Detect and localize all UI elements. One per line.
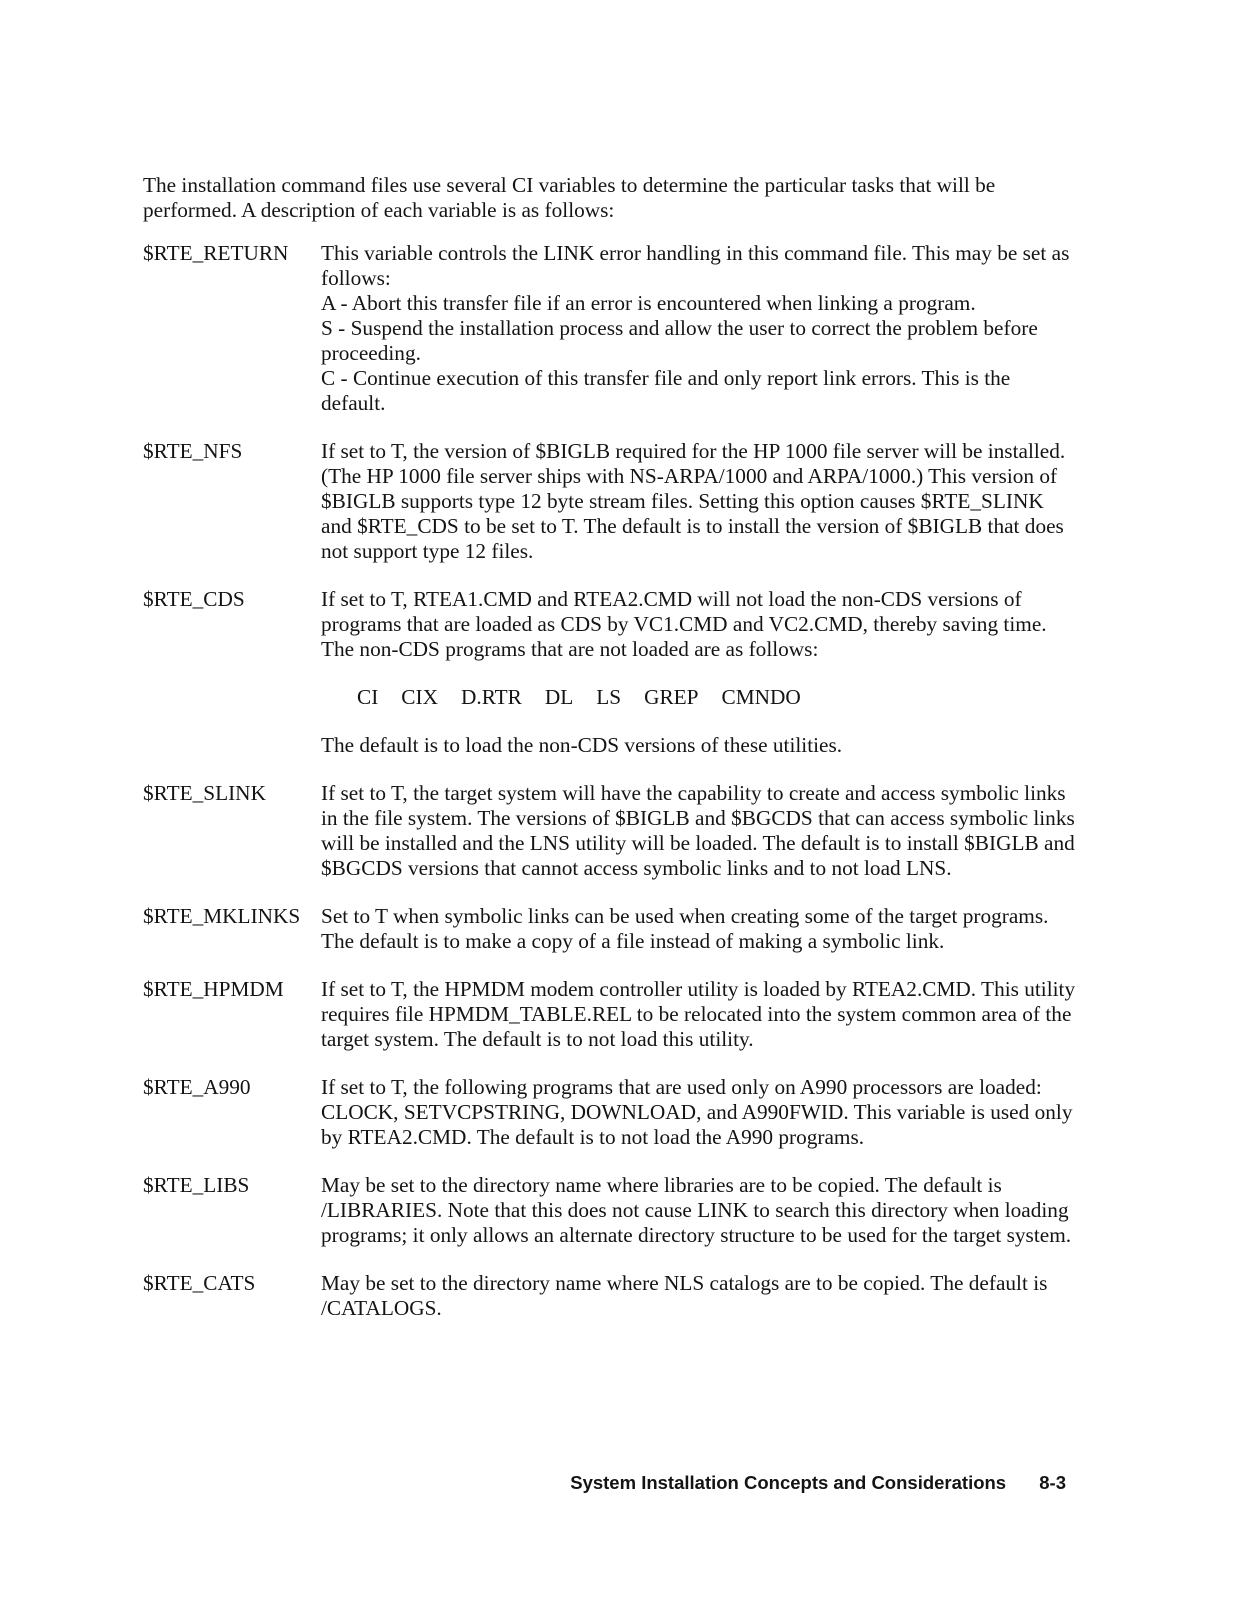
variable-default-note: The default is to load the non-CDS versions of these utilities. (321, 733, 843, 757)
variable-description: If set to T, RTEA1.CMD and RTEA2.CMD will not load the non-CDS versions of programs that are loaded as CDS by VC1.CMD and VC2.CMD, thereby saving time. The non-CDS programs that are not loaded are as follows: (321, 587, 1047, 661)
variable-entry-rte-cds (143, 587, 1078, 758)
variable-description: If set to T, the following programs that are used only on A990 processors are loaded: CLOCK, SETVCPSTRING, DOWNLOAD, and A990FWID. This variable is used only by RTEA2.CMD. The default is to not load the A990 programs. (321, 1075, 1073, 1149)
utility-item: GREP (644, 685, 699, 709)
page-footer (570, 1472, 1066, 1494)
variable-name: $RTE_SLINK (143, 781, 266, 805)
variable-entry-rte-hpmdm (143, 977, 1078, 1052)
variable-description: If set to T, the HPMDM modem controller utility is loaded by RTEA2.CMD. This utility requires file HPMDM_TABLE.REL to be relocated into the system common area of the target system. The default is to not load this utility. (321, 977, 1076, 1051)
utility-item: DL (544, 685, 574, 709)
variable-entry-rte-a990 (143, 1075, 1078, 1150)
variable-description: May be set to the directory name where libraries are to be copied. The default is /LIBRARIES. Note that this does not cause LINK to search this directory when loading programs; it only allows an alternate directory structure to be used for the target system. (321, 1173, 1072, 1247)
option-continue: C - Continue execution of this transfer file and only report link errors. This is the default. (321, 366, 1011, 415)
utility-list (357, 685, 1078, 710)
variable-entry-rte-cats (143, 1271, 1078, 1321)
intro-paragraph: The installation command files use several CI variables to determine the particular tasks that will be performed. A description of each variable is as follows: (143, 173, 996, 222)
variable-name: $RTE_MKLINKS (143, 904, 301, 928)
variable-entry-rte-nfs (143, 439, 1078, 564)
variable-name: $RTE_NFS (143, 439, 243, 463)
variable-name: $RTE_HPMDM (143, 977, 284, 1001)
variable-entry-rte-return (143, 241, 1078, 416)
utility-item: D.RTR (460, 685, 522, 709)
variable-name: $RTE_A990 (143, 1075, 251, 1099)
utility-item: LS (596, 685, 622, 709)
variable-entry-rte-mklinks (143, 904, 1078, 954)
page-number: 8-3 (1039, 1472, 1066, 1493)
variable-description: This variable controls the LINK error handling in this command file. This may be set as follows: (321, 241, 1070, 290)
variable-description: If set to T, the target system will have the capability to create and access symbolic links in the file system. The versions of $BIGLB and $BGCDS that can access symbolic links will be installed and the LNS utility will be loaded. The default is to install $BIGLB and $BGCDS versions that cannot access symbolic links and to not load LNS. (321, 781, 1075, 880)
variable-name: $RTE_LIBS (143, 1173, 250, 1197)
variable-entry-rte-slink (143, 781, 1078, 881)
variable-name: $RTE_RETURN (143, 241, 289, 265)
utility-item: CIX (401, 685, 438, 709)
variable-description: If set to T, the version of $BIGLB required for the HP 1000 file server will be installed. (The HP 1000 file server ships with NS-ARPA/1000 and ARPA/1000.) This version of $BIGLB supports type 12 byte stream files. Setting this option causes $RTE_SLINK and $RTE_CDS to be set to T. The default is to install the version of $BIGLB that does not support type 12 files. (321, 439, 1066, 563)
footer-chapter-title: System Installation Concepts and Considerations (570, 1472, 1007, 1493)
variable-description: Set to T when symbolic links can be used when creating some of the target programs. The default is to make a copy of a file instead of making a symbolic link. (321, 904, 1049, 953)
variable-entry-rte-libs (143, 1173, 1078, 1248)
variable-name: $RTE_CDS (143, 587, 245, 611)
document-body (143, 173, 1078, 1344)
option-abort: A - Abort this transfer file if an error is encountered when linking a program. (321, 291, 976, 315)
variable-name: $RTE_CATS (143, 1271, 256, 1295)
option-suspend: S - Suspend the installation process and allow the user to correct the problem before proceeding. (321, 316, 1038, 365)
variable-description: May be set to the directory name where NLS catalogs are to be copied. The default is /CATALOGS. (321, 1271, 1048, 1320)
utility-item: CI (357, 685, 379, 709)
utility-item: CMNDO (721, 685, 801, 709)
